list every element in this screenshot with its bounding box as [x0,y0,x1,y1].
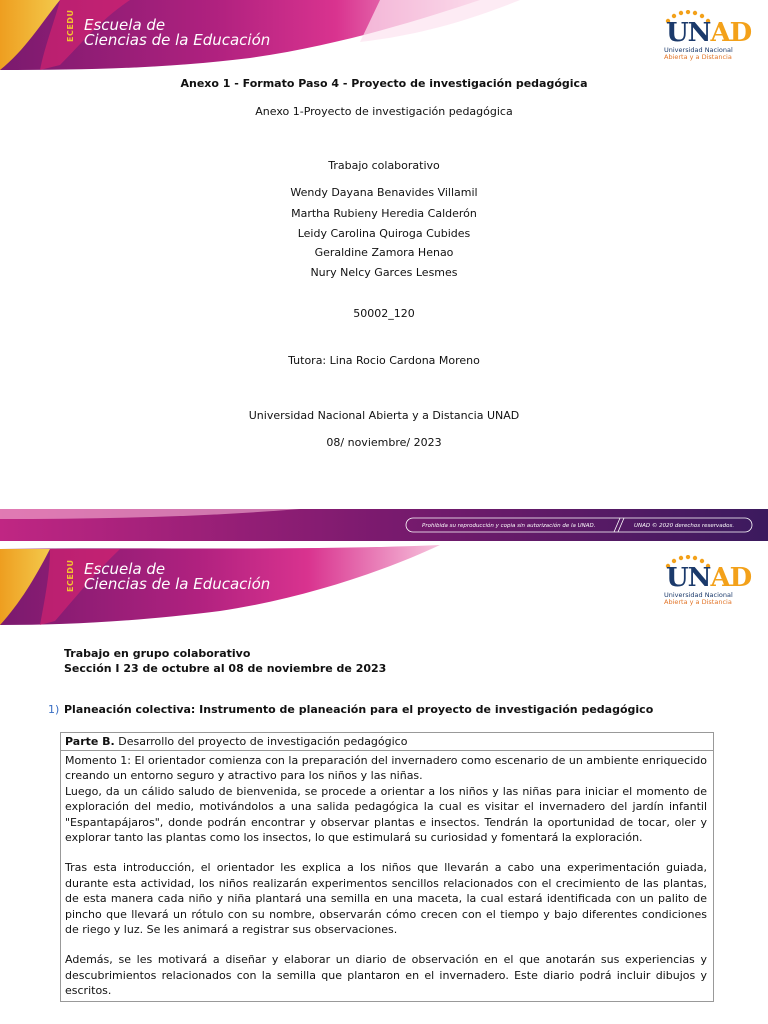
logo-subtitle-2: Abierta y a Distancia [664,53,732,61]
work-type: Trabajo colaborativo [328,159,440,172]
group-code: 50002_120 [353,307,415,320]
cover-page [0,0,768,505]
paragraph: Además, se les motivará a diseñar y elaborar un diario de observación en el que anotarán sus experiencias y descubrimientos relacionados con la semilla que plantaron en el invernadero. Este diario podrá incluir dibujos y escritos. [65,953,707,998]
section-dates: Sección I 23 de octubre al 08 de noviembre de 2023 [64,662,387,675]
list-heading: Planeación colectiva: Instrumento de planeación para el proyecto de investigación pedagógico [64,703,654,716]
author-name: Leidy Carolina Quiroga Cubides [297,227,471,240]
unad-logo [660,10,750,60]
logo-wordmark: UNAD [666,18,752,48]
section-heading: Trabajo en grupo colaborativo [64,647,251,660]
paragraph: Tras esta introducción, el orientador les explica a los niños que llevarán a cabo una experimentación guiada, durante esta actividad, los niños realizarán experimentos sencillos relacionados con el crecimiento de las plantas, de esta manera cada niño y niña plantará una semilla en una maceta, la cual estará identificada con un palito de pincho que llevará un rótulo con su nombre, observarán cómo crecen con el tiempo y bajo diferentes condiciones de riego y luz. Se les animará a registrar sus observaciones. [65,861,707,937]
list-number: 1) [48,703,60,716]
logo-subtitle-1: Universidad Nacional [664,591,733,599]
footer-notice: Prohibida su reproducción y copia sin autorización de la UNAD. [422,523,596,529]
content-page [0,505,768,1024]
tutor-name: Tutora: Lina Rocio Cardona Moreno [288,354,480,367]
school-name-line1: Escuela de [84,16,166,34]
author-name: Geraldine Zamora Henao [314,246,454,259]
ecedu-vertical-tag: ECEDU [66,9,75,42]
part-label: Parte B. [65,735,115,748]
table-header-cell [61,733,713,751]
part-text: Desarrollo del proyecto de investigación pedagógico [114,735,408,748]
university-name: Universidad Nacional Abierta y a Distancia UNAD [248,409,520,422]
document-title: Anexo 1 - Formato Paso 4 - Proyecto de investigación pedagógica [180,77,588,90]
document-subtitle: Anexo 1-Proyecto de investigación pedagógica [255,105,513,118]
author-name: Martha Rubieny Heredia Calderón [291,207,477,220]
planning-table [60,732,714,1002]
cover-date: 08/ noviembre/ 2023 [326,436,442,449]
author-name: Nury Nelcy Garces Lesmes [310,266,458,279]
ecedu-vertical-tag: ECEDU [66,559,75,592]
author-name: Wendy Dayana Benavides Villamil [290,186,478,199]
table-body-cell [65,753,707,999]
school-name-line1: Escuela de [84,560,166,578]
paragraph: Momento 1: El orientador comienza con la preparación del invernadero como escenario de un ambiente enriquecido creando un entorno seguro y atractivo para los niños y las niñas. [65,754,707,783]
logo-subtitle-1: Universidad Nacional [664,46,733,54]
paragraph: Luego, da un cálido saludo de bienvenida, se procede a orientar a los niños y las niñas para iniciar el momento de exploración del medio, motivándolos a una salida pedagógica la cual es visitar el invernadero del jardín infantil "Espantapájaros", donde podrán encontrar y observar plantas e insectos. Tendrán la oportunidad de tocar, oler y explorar tanto las plantas como los insectos, lo que estimulará su curiosidad y fomentará la exploración. [65,784,707,845]
footer-copyright: UNAD © 2020 derechos reservados. [634,523,735,529]
logo-wordmark: UNAD [666,563,752,593]
school-name-line2: Ciencias de la Educación [84,575,271,593]
school-name-line2: Ciencias de la Educación [84,31,271,49]
unad-logo [660,555,750,605]
logo-subtitle-2: Abierta y a Distancia [664,598,732,606]
